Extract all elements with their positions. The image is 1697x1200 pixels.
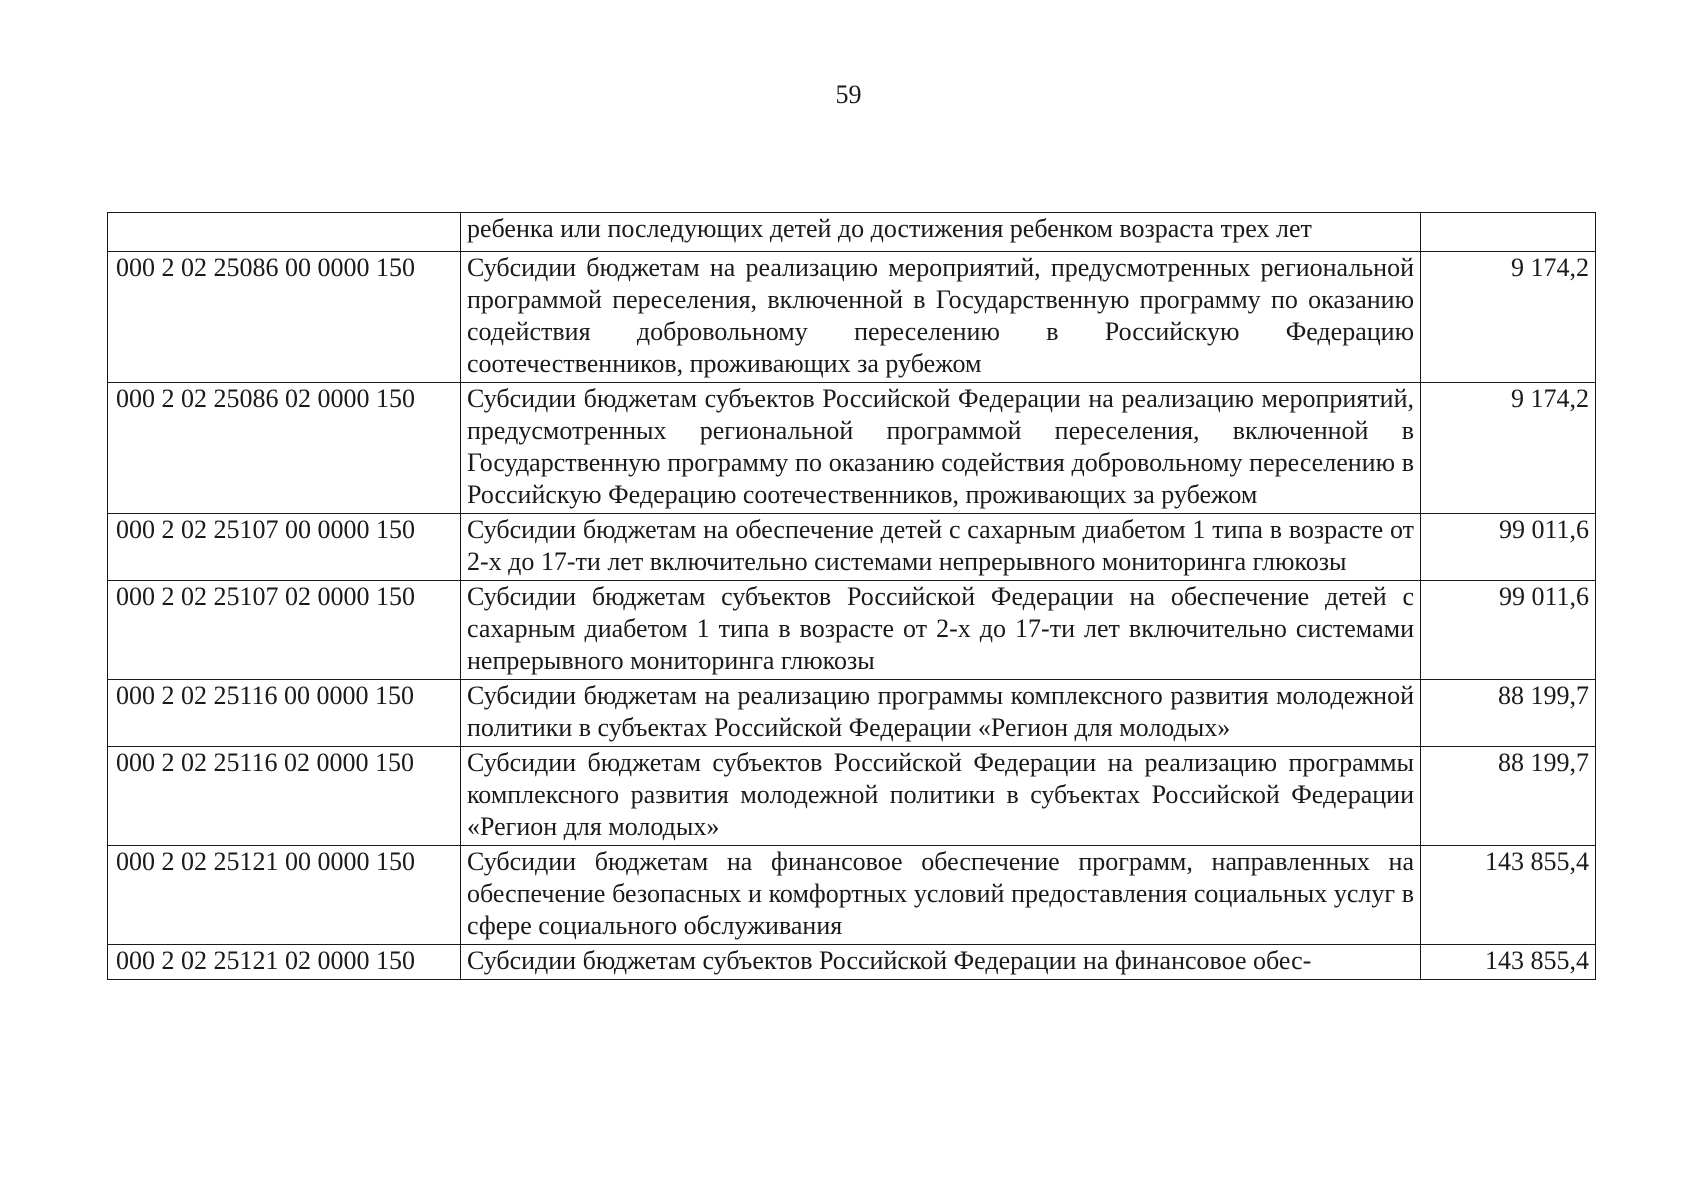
table-row — [108, 383, 1596, 514]
amount-cell: 143 855,4 — [1421, 945, 1596, 980]
budget-code-cell: 000 2 02 25086 00 0000 150 — [108, 252, 461, 383]
table-row — [108, 945, 1596, 980]
budget-code-cell: 000 2 02 25107 00 0000 150 — [108, 514, 461, 581]
table-row — [108, 680, 1596, 747]
revenue-name-cell: Субсидии бюджетам на обеспечение детей с сахарным диабетом 1 типа в возрасте от 2-х до 17-ти лет включительно системами непрерывного мониторинга глюкозы — [461, 514, 1421, 581]
amount-cell: 88 199,7 — [1421, 747, 1596, 846]
table-row — [108, 747, 1596, 846]
budget-code-cell: 000 2 02 25086 02 0000 150 — [108, 383, 461, 514]
amount-cell — [1421, 213, 1596, 252]
amount-cell: 88 199,7 — [1421, 680, 1596, 747]
revenue-name-cell: Субсидии бюджетам субъектов Российской Федерации на финансовое обес- — [461, 945, 1421, 980]
budget-revenue-table — [107, 212, 1596, 980]
budget-code-cell: 000 2 02 25121 00 0000 150 — [108, 846, 461, 945]
amount-cell: 9 174,2 — [1421, 252, 1596, 383]
table-row — [108, 581, 1596, 680]
revenue-name-cell: Субсидии бюджетам на реализацию мероприятий, предусмотренных региональной программой переселения, включенной в Государственную программу по оказанию содействия добровольному переселению в Российскую Федерацию соотечественников, проживающих за рубежом — [461, 252, 1421, 383]
amount-cell: 143 855,4 — [1421, 846, 1596, 945]
amount-cell: 99 011,6 — [1421, 581, 1596, 680]
table-row — [108, 213, 1596, 252]
budget-code-cell: 000 2 02 25121 02 0000 150 — [108, 945, 461, 980]
revenue-name-cell: ребенка или последующих детей до достижения ребенком возраста трех лет — [461, 213, 1421, 252]
table-row — [108, 846, 1596, 945]
budget-code-cell: 000 2 02 25116 02 0000 150 — [108, 747, 461, 846]
page-number: 59 — [835, 80, 862, 109]
amount-cell: 99 011,6 — [1421, 514, 1596, 581]
budget-code-cell: 000 2 02 25116 00 0000 150 — [108, 680, 461, 747]
table-row — [108, 252, 1596, 383]
budget-code-cell — [108, 213, 461, 252]
revenue-name-cell: Субсидии бюджетам на реализацию программы комплексного развития молодежной политики в субъектах Российской Федерации «Регион для молодых» — [461, 680, 1421, 747]
table-row — [108, 514, 1596, 581]
revenue-name-cell: Субсидии бюджетам субъектов Российской Федерации на обеспечение детей с сахарным диабетом 1 типа в возрасте от 2-х до 17-ти лет включительно системами непрерывного мониторинга глюкозы — [461, 581, 1421, 680]
amount-cell: 9 174,2 — [1421, 383, 1596, 514]
revenue-name-cell: Субсидии бюджетам субъектов Российской Федерации на реализацию мероприятий, предусмотренных региональной программой переселения, включенной в Государственную программу по оказанию содействия добровольному переселению в Российскую Федерацию соотечественников, проживающих за рубежом — [461, 383, 1421, 514]
budget-code-cell: 000 2 02 25107 02 0000 150 — [108, 581, 461, 680]
revenue-name-cell: Субсидии бюджетам на финансовое обеспечение программ, направленных на обеспечение безопасных и комфортных условий предоставления социальных услуг в сфере социального обслуживания — [461, 846, 1421, 945]
revenue-name-cell: Субсидии бюджетам субъектов Российской Федерации на реализацию программы комплексного развития молодежной политики в субъектах Российской Федерации «Регион для молодых» — [461, 747, 1421, 846]
